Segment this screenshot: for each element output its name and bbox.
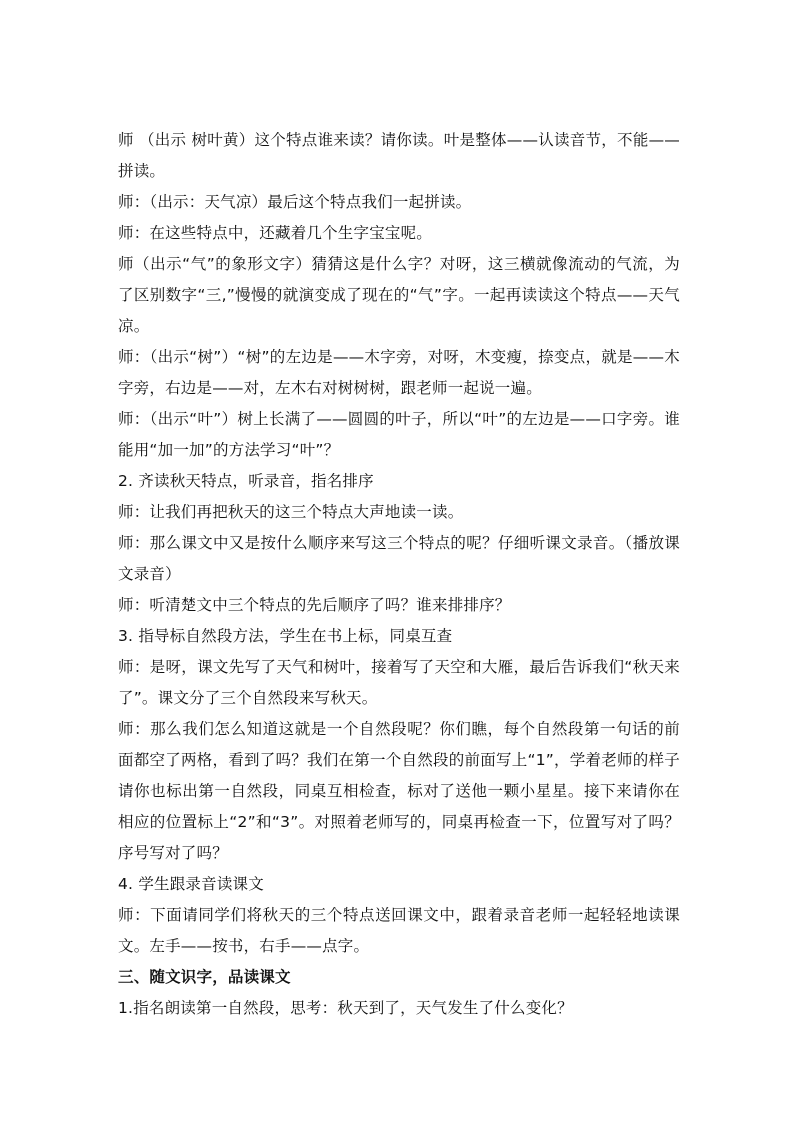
list-item-heading: 4. 学生跟录音读课文 bbox=[118, 875, 264, 893]
paragraph: 1.指名朗读第一自然段，思考：秋天到了，天气发生了什么变化？ bbox=[118, 999, 573, 1017]
paragraph: 师：让我们再把秋天的这三个特点大声地读一读。 bbox=[118, 503, 464, 521]
document-body bbox=[118, 125, 680, 1024]
paragraph: 师：是呀，课文先写了天气和树叶，接着写了天空和大雁，最后告诉我们“秋天来了”。课文分了三个自然段来写秋天。 bbox=[118, 658, 680, 707]
section-heading: 三、随文识字，品读课文 bbox=[118, 968, 291, 986]
paragraph: 师（出示“气”的象形文字）猜猜这是什么字？对呀，这三横就像流动的气流，为了区别数字“三,”慢慢的就演变成了现在的“气”字。一起再读读这个特点——天气凉。 bbox=[118, 255, 680, 335]
list-item-heading: 3. 指导标自然段方法，学生在书上标，同桌互查 bbox=[118, 627, 453, 645]
paragraph: 师 （出示 树叶黄）这个特点谁来读？请你读。叶是整体——认读音节，不能——拼读。 bbox=[118, 131, 680, 180]
paragraph: 师：（出示“叶”）树上长满了——圆圆的叶子，所以“叶”的左边是——口字旁。谁能用“加一加”的方法学习“叶”？ bbox=[118, 410, 680, 459]
paragraph: 师：（出示：天气凉）最后这个特点我们一起拼读。 bbox=[118, 193, 472, 211]
paragraph: 师：（出示“树”）“树”的左边是——木字旁，对呀，木变瘦，捺变点，就是——木字旁，右边是——对，左木右对树树树，跟老师一起说一遍。 bbox=[118, 348, 680, 397]
list-item-heading: 2. 齐读秋天特点，听录音，指名排序 bbox=[118, 472, 374, 490]
paragraph: 师：那么课文中又是按什么顺序来写这三个特点的呢？仔细听课文录音。（播放课文录音） bbox=[118, 534, 680, 583]
paragraph: 师：在这些特点中，还藏着几个生字宝宝呢。 bbox=[118, 224, 433, 242]
paragraph: 师：那么我们怎么知道这就是一个自然段呢？你们瞧，每个自然段第一句话的前面都空了两格，看到了吗？我们在第一个自然段的前面写上“1”，学着老师的样子请你也标出第一自然段，同桌互相检查，标对了送他一颗小星星。接下来请你在相应的位置标上“2”和“3”。对照着老师写的，同桌再检查一下，位置写对了吗？序号写对了吗？ bbox=[118, 720, 680, 862]
paragraph: 师：下面请同学们将秋天的三个特点送回课文中，跟着录音老师一起轻轻地读课文。左手——按书，右手——点字。 bbox=[118, 906, 680, 955]
paragraph: 师：听清楚文中三个特点的先后顺序了吗？谁来排排序？ bbox=[118, 596, 511, 614]
